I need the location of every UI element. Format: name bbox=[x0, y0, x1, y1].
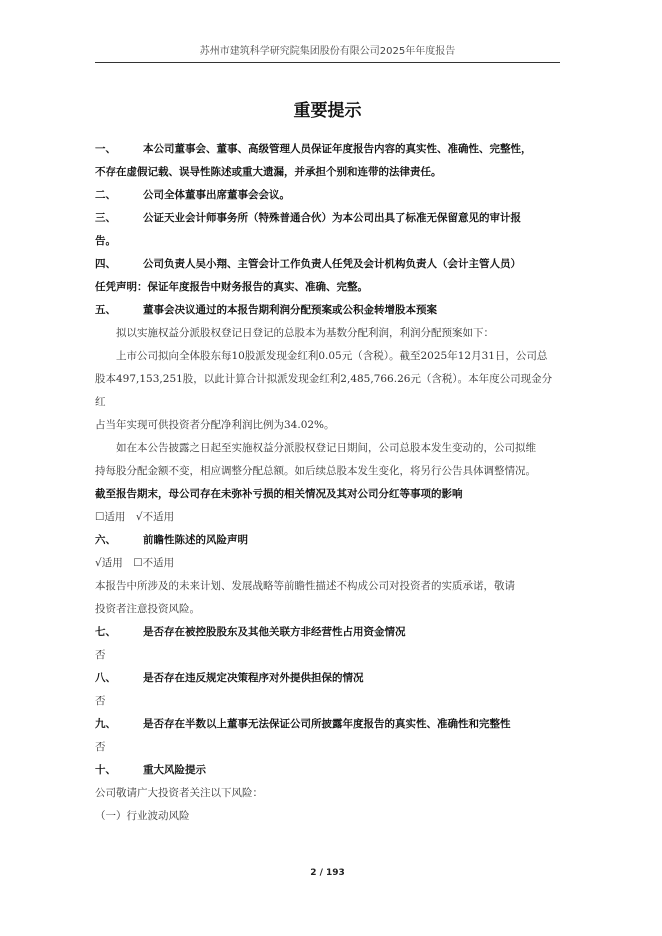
section-3-text-a: 公证天业会计师事务所（特殊普通合伙）为本公司出具了标准无保留意见的审计报 bbox=[143, 212, 521, 224]
section-10-para: 公司敬请广大投资者关注以下风险： bbox=[95, 787, 263, 799]
section-4-cont: 任凭声明：保证年度报告中财务报告的真实、准确、完整。 bbox=[95, 281, 368, 293]
section-1-text-a: 本公司董事会、董事、高级管理人员保证年度报告内容的真实性、准确性、完整性， bbox=[143, 143, 532, 155]
section-2-number: 二、 bbox=[95, 189, 116, 201]
section-3 bbox=[95, 207, 560, 230]
section-9-number: 九、 bbox=[95, 718, 116, 730]
section-3-cont: 告。 bbox=[95, 235, 116, 247]
section-10 bbox=[95, 759, 560, 782]
section-7-answer: 否 bbox=[95, 649, 106, 661]
section-1-number: 一、 bbox=[95, 143, 116, 155]
page-title: 重要提示 bbox=[293, 101, 362, 121]
section-4-number: 四、 bbox=[95, 258, 116, 270]
section-6-para-a: 本报告中所涉及的未来计划、发展战略等前瞻性描述不构成公司对投资者的实质承诺，敬请 bbox=[95, 580, 515, 592]
section-6-text: 前瞻性陈述的风险声明 bbox=[143, 534, 248, 546]
section-4-text-a: 公司负责人吴小翔、主管会计工作负责人任凭及会计机构负责人（会计主管人员） bbox=[143, 258, 521, 270]
section-5-para-2a: 上市公司拟向全体股东每10股派发现金红利0.05元（含税）。截至2025年12月31日，公司总 bbox=[116, 350, 548, 362]
section-10-sub: （一）行业波动风险 bbox=[95, 810, 190, 822]
section-9-answer: 否 bbox=[95, 741, 106, 753]
section-5-para-2c: 占当年实现可供投资者分配净利润比例为34.02%。 bbox=[95, 419, 335, 431]
section-5-para-3b: 持每股分配金额不变，相应调整分配总额。如后续总股本发生变化，将另行公告具体调整情况。 bbox=[95, 465, 536, 477]
section-4 bbox=[95, 253, 560, 276]
section-2 bbox=[95, 184, 560, 207]
section-5 bbox=[95, 299, 560, 322]
section-6-applicability: √适用 ☐不适用 bbox=[95, 557, 175, 569]
page-header: 苏州市建筑科学研究院集团股份有限公司2025年年度报告 bbox=[95, 44, 560, 63]
document-body bbox=[95, 138, 560, 828]
section-2-text: 公司全体董事出席董事会会议。 bbox=[143, 189, 290, 201]
section-6 bbox=[95, 529, 560, 552]
section-7-text: 是否存在被控股股东及其他关联方非经营性占用资金情况 bbox=[143, 626, 406, 638]
section-7-number: 七、 bbox=[95, 626, 116, 638]
section-9 bbox=[95, 713, 560, 736]
section-3-number: 三、 bbox=[95, 212, 116, 224]
section-1 bbox=[95, 138, 560, 161]
section-9-text: 是否存在半数以上董事无法保证公司所披露年度报告的真实性、准确性和完整性 bbox=[143, 718, 511, 730]
section-7 bbox=[95, 621, 560, 644]
section-5-para-1: 拟以实施权益分派股权登记日登记的总股本为基数分配利润，利润分配预案如下： bbox=[116, 327, 494, 339]
section-5-number: 五、 bbox=[95, 304, 116, 316]
section-5-para-2b: 股本497,153,251股，以此计算合计拟派发现金红利2,485,766.26元（含税）。本年度公司现金分红 bbox=[95, 373, 553, 408]
section-1-cont: 不存在虚假记载、误导性陈述或重大遗漏，并承担个别和连带的法律责任。 bbox=[95, 166, 442, 178]
section-8-answer: 否 bbox=[95, 695, 106, 707]
loss-title: 截至报告期末，母公司存在未弥补亏损的相关情况及其对公司分红等事项的影响 bbox=[95, 488, 463, 500]
section-5-text: 董事会决议通过的本报告期利润分配预案或公积金转增股本预案 bbox=[143, 304, 437, 316]
section-6-para-b: 投资者注意投资风险。 bbox=[95, 603, 200, 615]
loss-applicability: ☐适用 √不适用 bbox=[95, 511, 175, 523]
section-8-text: 是否存在违反规定决策程序对外提供担保的情况 bbox=[143, 672, 364, 684]
section-10-number: 十、 bbox=[95, 764, 116, 776]
section-6-number: 六、 bbox=[95, 534, 116, 546]
section-10-text: 重大风险提示 bbox=[143, 764, 206, 776]
section-8 bbox=[95, 667, 560, 690]
section-8-number: 八、 bbox=[95, 672, 116, 684]
page-number: 2 / 193 bbox=[310, 868, 345, 878]
section-5-para-3a: 如在本公告披露之日起至实施权益分派股权登记日期间，公司总股本发生变动的，公司拟维 bbox=[116, 442, 536, 454]
